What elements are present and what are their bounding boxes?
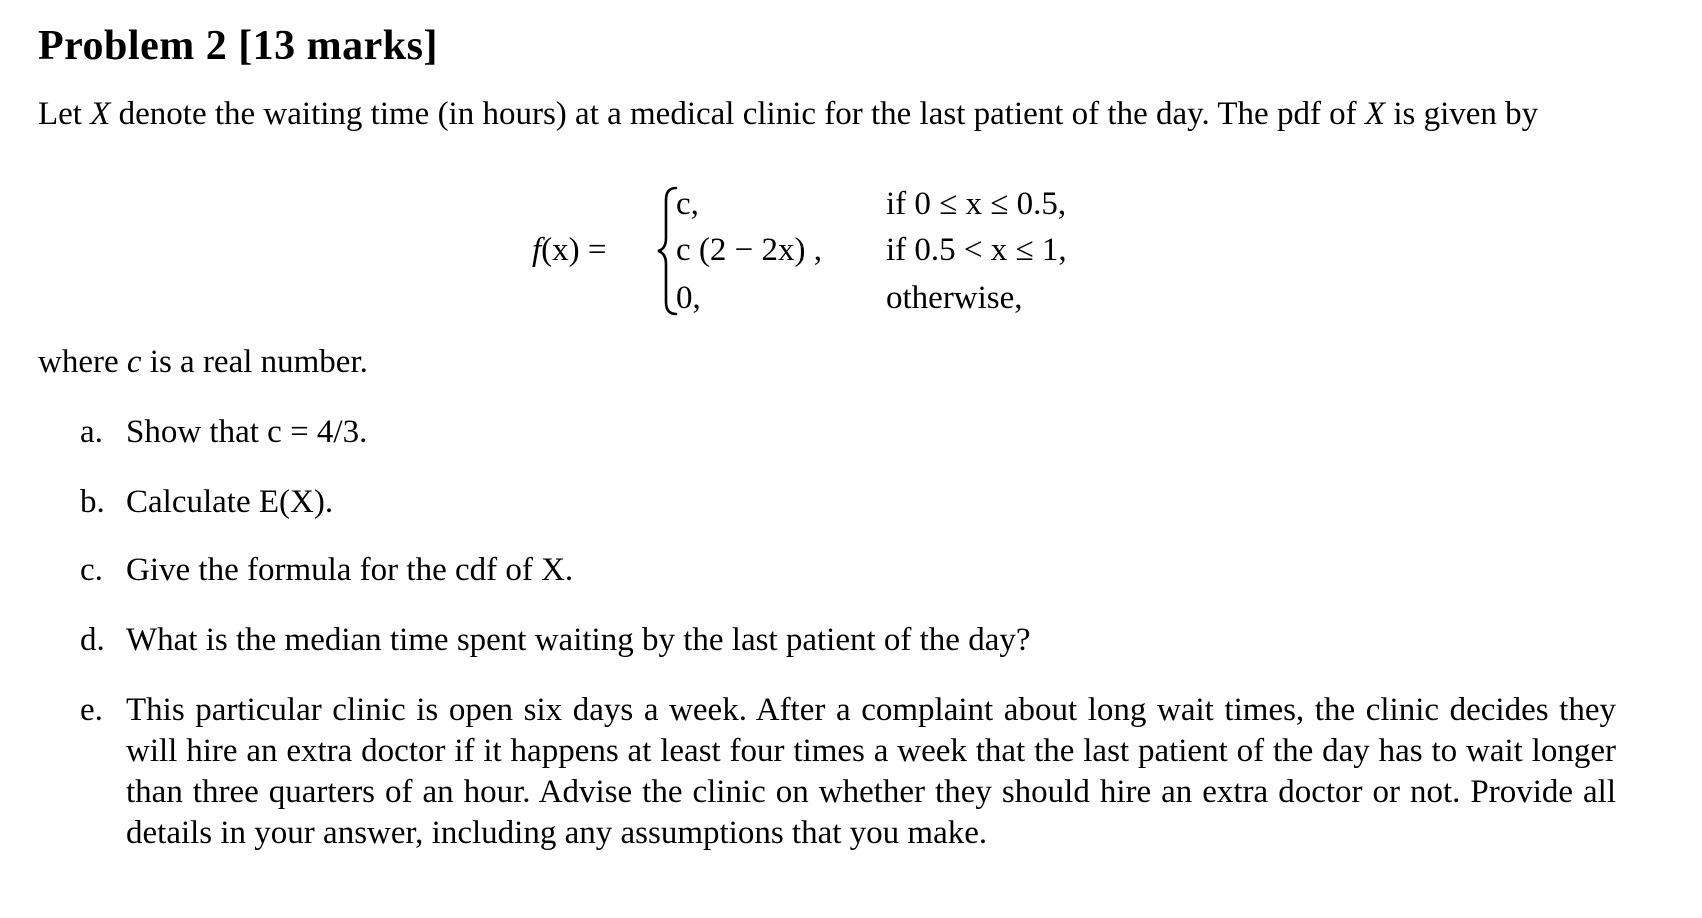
intro-var-x-2: X xyxy=(1364,96,1386,132)
formula-lhs xyxy=(532,232,607,269)
intro-text-1: Let xyxy=(38,96,91,132)
case-2-cond: if 0.5 < x ≤ 1, xyxy=(886,232,1067,268)
item-text: Calculate E(X). xyxy=(126,484,334,520)
item-label: c. xyxy=(80,552,103,588)
item-label: d. xyxy=(80,622,105,658)
item-text: This particular clinic is open six days a week. After a complaint about long wait times, the clinic decides they will hire an extra doctor if it happens at least four times a week that the last patient of the day has to wait longer than three quarters of an hour. Advise the clinic on whether they should hire an extra doctor or not. Provide all details in your answer, including any assumptions that you make. xyxy=(126,692,1616,851)
item-text: Show that c = 4/3. xyxy=(126,414,368,450)
item-text: Give the formula for the cdf of X. xyxy=(126,552,574,588)
pdf-formula xyxy=(0,0,1702,340)
where-var-c: c xyxy=(126,344,142,380)
case-2-expr: c (2 − 2x) , xyxy=(676,232,822,268)
intro-text-3: is given by xyxy=(1385,96,1539,132)
item-label: a. xyxy=(80,414,103,450)
item-label: b. xyxy=(80,484,105,520)
where-clause xyxy=(38,344,368,381)
case-1-cond: if 0 ≤ x ≤ 0.5, xyxy=(886,186,1067,222)
item-text: What is the median time spent waiting by the last patient of the day? xyxy=(126,622,1031,658)
where-text-1: where xyxy=(38,344,127,380)
formula-f: f xyxy=(532,232,542,268)
where-text-2: is a real number. xyxy=(141,344,368,380)
intro-var-x: X xyxy=(90,96,111,132)
case-3-expr: 0, xyxy=(676,280,701,316)
case-1-expr: c, xyxy=(676,186,699,222)
case-3-cond: otherwise, xyxy=(886,280,1023,316)
item-label: e. xyxy=(80,692,103,728)
formula-lhs-rest: (x) = xyxy=(541,232,607,268)
intro-text-2: denote the waiting time (in hours) at a medical clinic for the last patient of the day. The pdf of xyxy=(110,96,1365,132)
problem-title: Problem 2 [13 marks] xyxy=(38,23,438,69)
